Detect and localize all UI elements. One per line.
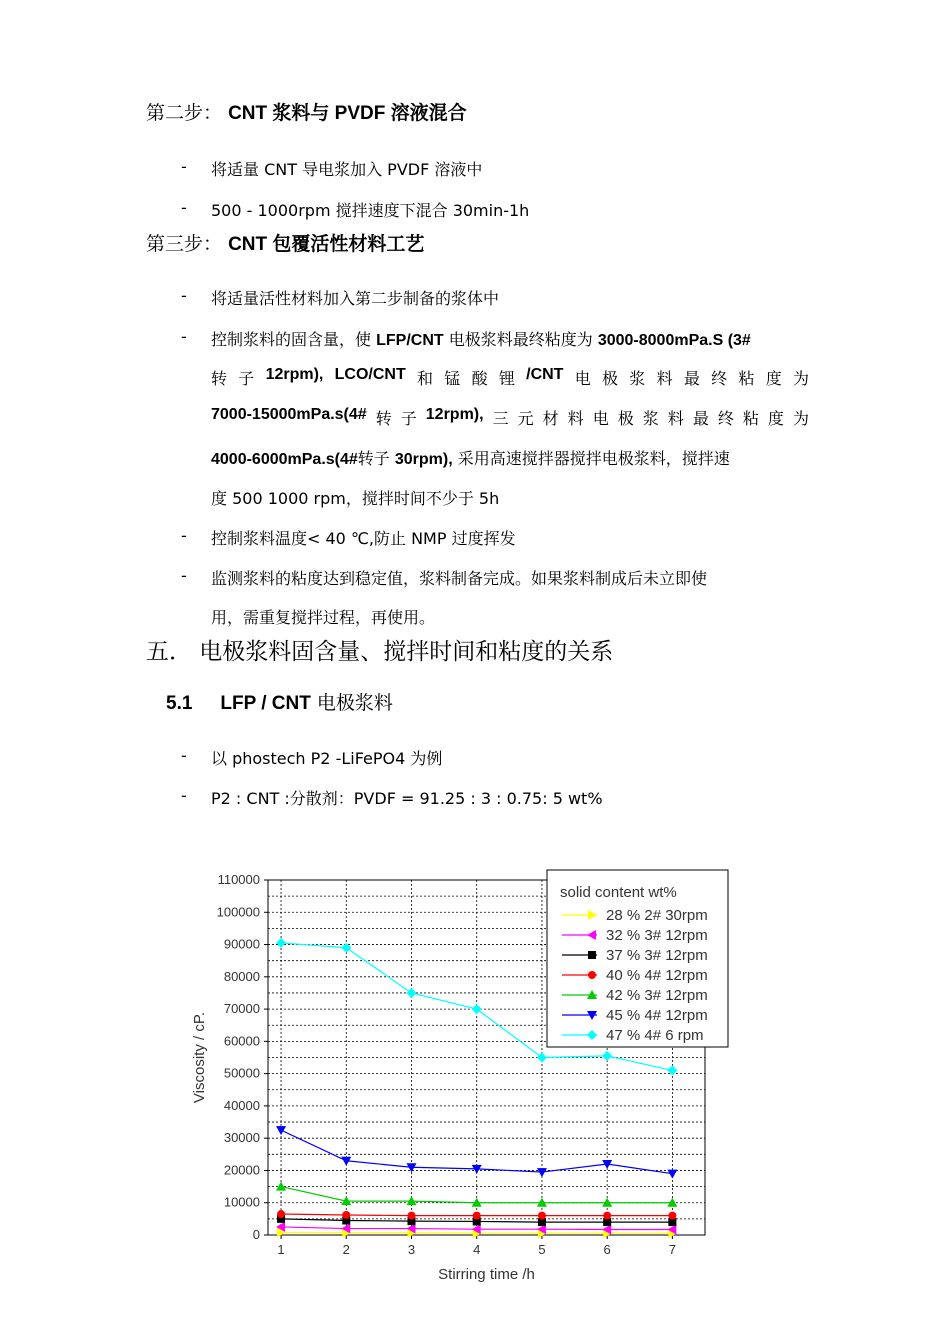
y-axis-label: Viscosity / cP. [191,1011,208,1104]
word-bold: 7000-15000mPa.s(4# [211,406,367,423]
text-segment: 电极浆料最终粘度为 [443,330,598,349]
step3-heading [146,229,424,256]
word: 酸 [471,369,488,388]
word: 电 [592,409,609,428]
data-point [537,1168,547,1177]
word: 浆 [642,409,659,428]
data-point [276,1126,286,1135]
y-tick-label: 80000 [223,968,260,984]
text-segment-bold: 30rpm), [394,451,453,468]
bullet-mark: - [181,198,187,217]
legend-label: 42 % 3# 12rpm [606,987,708,1004]
step3-item-3: 控制浆料温度< 40 ℃,防止 NMP 过度挥发 [211,529,516,548]
x-axis-label: Stirring time /h [438,1266,535,1283]
word: 料 [567,409,584,428]
y-tick-label: 40000 [223,1097,260,1113]
legend-label: 47 % 4# 6 rpm [606,1027,704,1044]
x-tick-label: 4 [473,1242,481,1257]
word: 粘 [738,369,755,388]
text-segment-bold: 3000-8000mPa.S (3# [597,332,751,349]
bullet-mark: - [181,746,187,765]
series-group [277,1210,676,1220]
text-segment: 控制浆料的固含量，使 [211,330,377,349]
data-point [667,1170,677,1179]
word: 材 [542,409,559,428]
legend-label: 32 % 3# 12rpm [606,927,708,944]
step3-item-2-line-1 [211,327,751,350]
data-point [537,1053,547,1063]
data-point [276,938,286,948]
x-axis-ticks [277,1235,676,1257]
y-tick-label: 110000 [217,872,260,887]
data-point [276,1182,286,1191]
x-tick-label: 7 [668,1242,677,1257]
word: 电 [574,369,591,388]
text-segment: 采用高速搅拌器搅拌电极浆料，搅拌速 [452,449,730,468]
y-tick-label: 50000 [223,1065,260,1081]
data-point [473,1212,481,1220]
step3-item-2-line-5: 度 500 1000 rpm，搅拌时间不少于 5h [211,489,500,508]
data-point [342,1211,350,1219]
word: 终 [711,369,728,388]
y-tick-label: 100000 [216,904,260,920]
bullet-mark: - [181,566,187,585]
section5-item-1: 以 phostech P2 -LiFePO4 为例 [211,749,443,768]
word: 料 [656,369,673,388]
y-tick-label: 70000 [223,1001,260,1017]
data-point [277,1210,285,1218]
word: 浆 [629,369,646,388]
legend-label: 28 % 2# 30rpm [606,907,708,924]
step2-item-1: 将适量 CNT 导电浆加入 PVDF 溶液中 [211,160,483,179]
word: 极 [617,409,634,428]
word: 子 [238,369,255,388]
section-heading: 五． 电极浆料固含量、搅拌时间和粘度的关系 [146,639,614,665]
word: 和 [417,369,434,388]
step3-item-1: 将适量活性材料加入第二步制备的浆体中 [211,289,500,308]
y-tick-label: 20000 [223,1162,260,1178]
subsection-number: 5.1 [166,693,193,714]
word: 料 [667,409,684,428]
word: 粘 [742,409,759,428]
word-bold: LCO/CNT [334,366,406,383]
step2-item-2: 500 - 1000rpm 搅拌速度下混合 30min-1h [211,201,530,220]
data-point [407,1212,415,1220]
data-point [588,951,596,959]
word: 三 [492,409,509,428]
y-tick-label: 60000 [223,1033,260,1049]
bullet-mark: - [181,327,187,346]
legend-title: solid content wt% [560,884,677,901]
y-tick-label: 90000 [223,936,260,952]
chart-legend [547,870,728,1047]
data-point [538,1212,546,1220]
bullet-mark: - [181,286,187,305]
legend-label: 45 % 4# 12rpm [606,1007,708,1024]
word: 最 [683,369,700,388]
y-tick-label: 10000 [223,1194,260,1210]
bullet-mark: - [181,526,187,545]
x-tick-label: 1 [277,1242,285,1257]
bullet-mark: - [181,786,187,805]
word: 极 [602,369,619,388]
data-point [406,988,416,998]
text-segment-bold: 4000-6000mPa.s(4# [211,451,358,468]
text-segment-bold: LFP/CNT [376,332,444,349]
data-point [668,1212,676,1220]
step3-item-2-line-4 [211,446,730,469]
x-tick-label: 6 [603,1242,611,1257]
word: 为 [792,409,809,428]
y-tick-label: 30000 [223,1130,260,1146]
step2-prefix: 第二步： [146,102,223,124]
legend-label: 40 % 4# 12rpm [606,967,708,984]
word: 锰 [444,369,461,388]
step3-item-4-line-2: 用，需重复搅拌过程，再使用。 [211,608,436,627]
word: 锂 [498,369,515,388]
section5-item-2: P2 : CNT :分散剂：PVDF = 91.25 : 3 : 0.75: 5 wt% [211,789,603,808]
y-axis-ticks [217,872,268,1242]
word: 为 [792,369,809,388]
y-tick-label: 0 [252,1227,260,1242]
subsection-title: 电极浆料 [310,692,393,714]
step2-heading [146,98,467,125]
word: 终 [717,409,734,428]
word-bold: 12rpm), [425,406,484,423]
data-point [472,1004,482,1014]
word: 子 [400,409,417,428]
data-point [602,1051,612,1061]
word: 转 [211,369,228,388]
x-tick-label: 5 [538,1242,546,1257]
step3-title: CNT 包覆活性材料工艺 [228,234,425,255]
word: 度 [765,369,782,388]
x-tick-label: 2 [342,1242,350,1257]
text-segment: 转子 [357,449,395,468]
word: 元 [517,409,534,428]
word: 度 [767,409,784,428]
step2-title: CNT 浆料与 PVDF 溶液混合 [228,103,467,124]
step3-prefix: 第三步： [146,233,223,255]
word: 最 [692,409,709,428]
step3-item-4-line-1: 监测浆料的粘度达到稳定值，浆料制备完成。如果浆料制成后未立即使 [211,569,708,588]
legend-label: 37 % 3# 12rpm [606,947,708,964]
subsection-title-bold: LFP / CNT [220,693,311,714]
step3-item-2-line-2 [211,366,809,389]
step3-item-2-line-3 [211,406,809,429]
word-bold: 12rpm), [265,366,324,383]
word: 转 [375,409,392,428]
data-point [588,971,596,979]
x-tick-label: 3 [407,1242,416,1257]
data-point [603,1212,611,1220]
bullet-mark: - [181,157,187,176]
viscosity-chart [190,860,750,1290]
word-bold: /CNT [526,366,564,383]
subsection-heading [166,688,393,715]
